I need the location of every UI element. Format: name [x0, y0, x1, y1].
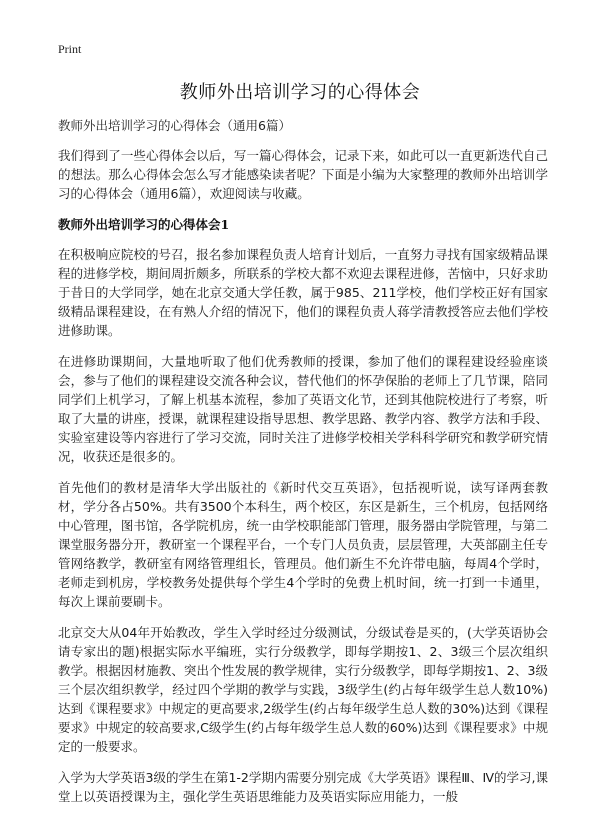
paragraph-5: 入学为大学英语3级的学生在第1-2学期内需要分别完成《大学英语》课程Ⅲ、Ⅳ的学习,课堂上以英语授课为主，强化学生英语思维能力及英语实际应用能力，一般 — [58, 770, 548, 804]
paragraph-4: 北京交大从04年开始教改，学生入学时经过分级测试，分级试卷是买的，(大学英语协会请专家出的题)根据实际水平编班，实行分级教学，即每学期按1、2、3级三个层次组织教学。根据因材施教、突出个性发展的教学规律，实行分级教学，即每学期按1、2、3级三个层次组织教学，经过四个学期的教学与实践，3级学生(约占每年级学生总人数10%)达到《课程要求》中规定的更高要求,2级学生(约占每年级学生总人数的30%)达到《课程要求》中规定的较高要求,C级学生(约占每年级学生总人数的60%)达到《课程要求》中规定的一般要求。 — [58, 625, 548, 754]
paragraph-1: 在积极响应院校的号召，报名参加课程负责人培育计划后，一直努力寻找有国家级精品课程的进修学校，期间周折颇多，所联系的学校大都不欢迎去课程进修，苦恼中，只好求助于昔日的大学同学，她在北京交通大学任教，属于985、211学校，他们学校正好有国家级精品课程建设，在有熟人介绍的情况下，他们的课程负责人蒋学清教授答应去他们学校进修助课。 — [58, 247, 548, 338]
print-link[interactable]: Print — [58, 42, 82, 56]
page-title: 教师外出培训学习的心得体会 — [179, 82, 421, 103]
paragraph-2: 在进修助课期间，大量地听取了他们优秀教师的授课，参加了他们的课程建设经验座谈会，参与了他们的课程建设交流各种会议，替代他们的怀孕保胎的老师上了几节课，陪同同学们上机学习，了解上机基本流程，参加了英语文化节，还到其他院校进行了考察，听取了大量的讲座，授课，就课程建设指导思想、教学思路、教学内容、教学方法和手段、实验室建设等内容进行了学习交流，同时关注了进修学校相关学科科学研究和教学研究情况，收获还是很多的。 — [58, 354, 548, 464]
article-body — [58, 116, 548, 818]
section-heading: 教师外出培训学习的心得体会1 — [58, 217, 230, 232]
article-subtitle: 教师外出培训学习的心得体会（通用6篇） — [58, 118, 291, 133]
intro-paragraph: 我们得到了一些心得体会以后，写一篇心得体会，记录下来，如此可以一直更新迭代自己的想法。那么心得体会怎么写才能感染读者呢？下面是小编为大家整理的教师外出培训学习的心得体会（通用6篇），欢迎阅读与收藏。 — [58, 148, 548, 201]
paragraph-3: 首先他们的教材是清华大学出版社的《新时代交互英语》，包括视听说，读写译两套教材，学分各占50%。共有3500个本科生，两个校区，东区是新生，三个机房，包括网络中心管理，图书馆，各学院机房，统一由学校职能部门管理，服务器由学院管理，与第二课堂服务器分开，教研室一个课程平台，一个专门人员负责，层层管理，大英部副主任专管网络教学，教研室有网络管理组长，管理员。他们新生不允许带电脑，每周4个学时，老师走到机房，学校教务处提供每个学生4个学时的免费上机时间，统一打到一卡通里，每次上课前要刷卡。 — [58, 480, 548, 609]
